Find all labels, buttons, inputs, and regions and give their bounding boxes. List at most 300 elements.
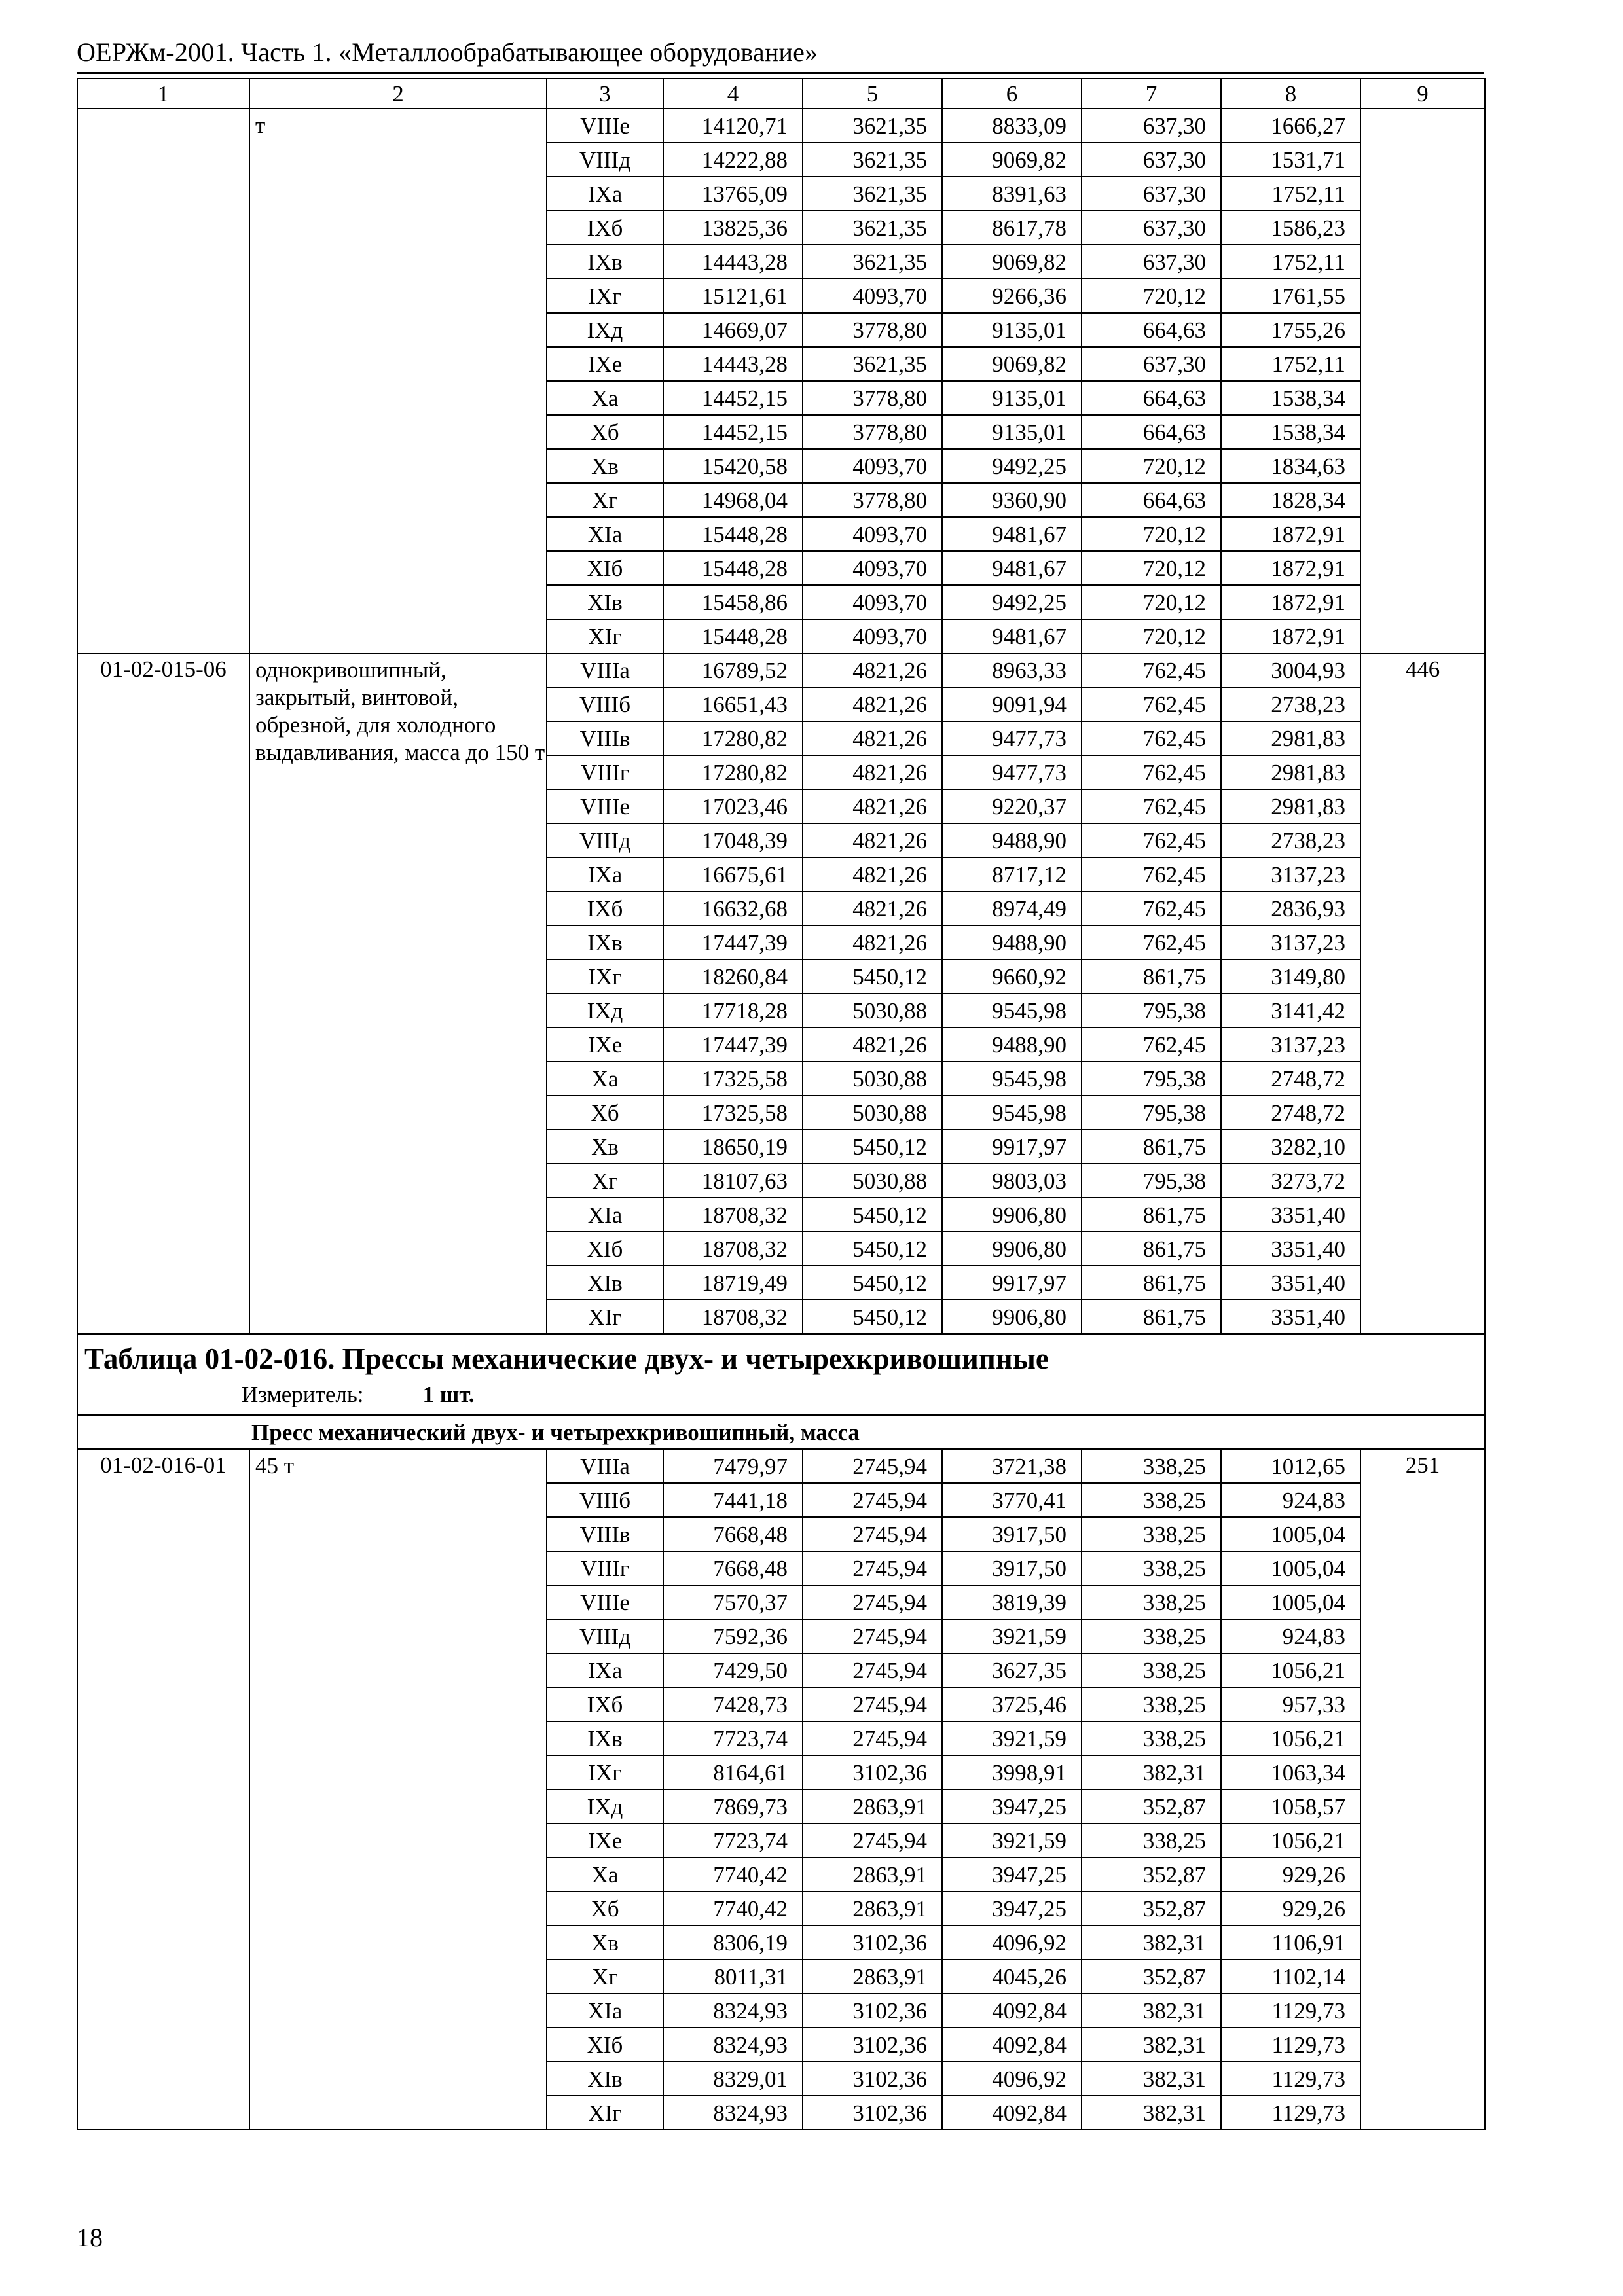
value-cell: 7429,50 bbox=[663, 1653, 803, 1687]
value-cell: 382,31 bbox=[1082, 1926, 1221, 1960]
zone-cell: XIб bbox=[547, 551, 663, 585]
value-cell: 8011,31 bbox=[663, 1960, 803, 1994]
value-cell: 3102,36 bbox=[803, 2062, 942, 2096]
value-cell: 8306,19 bbox=[663, 1926, 803, 1960]
zone-cell: IXв bbox=[547, 1721, 663, 1755]
value-cell: 18260,84 bbox=[663, 960, 803, 994]
value-cell: 382,31 bbox=[1082, 1755, 1221, 1789]
value-cell: 5450,12 bbox=[803, 1198, 942, 1232]
zone-cell: Xг bbox=[547, 1960, 663, 1994]
value-cell: 3102,36 bbox=[803, 1926, 942, 1960]
value-cell: 9488,90 bbox=[942, 925, 1082, 960]
value-cell: 4821,26 bbox=[803, 891, 942, 925]
value-cell: 3921,59 bbox=[942, 1823, 1082, 1857]
value-cell: 338,25 bbox=[1082, 1823, 1221, 1857]
zone-cell: Xг bbox=[547, 1164, 663, 1198]
zone-cell: IXа bbox=[547, 1653, 663, 1687]
zone-cell: VIIIе bbox=[547, 1585, 663, 1619]
value-cell: 720,12 bbox=[1082, 279, 1221, 313]
value-cell: 3778,80 bbox=[803, 415, 942, 449]
value-cell: 1872,91 bbox=[1221, 551, 1360, 585]
value-cell: 1005,04 bbox=[1221, 1517, 1360, 1551]
value-cell: 7592,36 bbox=[663, 1619, 803, 1653]
value-cell: 13825,36 bbox=[663, 211, 803, 245]
zone-cell: VIIIб bbox=[547, 687, 663, 721]
value-cell: 2863,91 bbox=[803, 1789, 942, 1823]
value-cell: 1872,91 bbox=[1221, 517, 1360, 551]
zone-cell: XIв bbox=[547, 2062, 663, 2096]
value-cell: 2745,94 bbox=[803, 1449, 942, 1483]
value-cell: 2745,94 bbox=[803, 1687, 942, 1721]
value-cell: 2748,72 bbox=[1221, 1062, 1360, 1096]
value-cell: 861,75 bbox=[1082, 1300, 1221, 1334]
value-cell: 637,30 bbox=[1082, 177, 1221, 211]
value-cell: 15121,61 bbox=[663, 279, 803, 313]
value-cell: 8391,63 bbox=[942, 177, 1082, 211]
value-cell: 9481,67 bbox=[942, 551, 1082, 585]
value-cell: 9360,90 bbox=[942, 483, 1082, 517]
value-cell: 14443,28 bbox=[663, 245, 803, 279]
value-cell: 924,83 bbox=[1221, 1483, 1360, 1517]
zone-cell: IXд bbox=[547, 994, 663, 1028]
value-cell: 382,31 bbox=[1082, 2096, 1221, 2130]
value-cell: 1056,21 bbox=[1221, 1721, 1360, 1755]
value-cell: 9135,01 bbox=[942, 313, 1082, 347]
value-cell: 9545,98 bbox=[942, 1096, 1082, 1130]
value-cell: 861,75 bbox=[1082, 1198, 1221, 1232]
table-row bbox=[77, 109, 1485, 143]
value-cell: 14669,07 bbox=[663, 313, 803, 347]
value-cell: 5450,12 bbox=[803, 1130, 942, 1164]
value-cell: 5030,88 bbox=[803, 1096, 942, 1130]
value-cell: 2745,94 bbox=[803, 1585, 942, 1619]
value-cell: 9917,97 bbox=[942, 1266, 1082, 1300]
value-cell: 3273,72 bbox=[1221, 1164, 1360, 1198]
value-cell: 3921,59 bbox=[942, 1721, 1082, 1755]
value-cell: 4093,70 bbox=[803, 449, 942, 483]
value-cell: 1005,04 bbox=[1221, 1585, 1360, 1619]
value-cell: 3282,10 bbox=[1221, 1130, 1360, 1164]
zone-cell: Xв bbox=[547, 1130, 663, 1164]
value-cell: 7723,74 bbox=[663, 1721, 803, 1755]
value-cell: 338,25 bbox=[1082, 1551, 1221, 1585]
value-cell: 720,12 bbox=[1082, 551, 1221, 585]
value-cell: 15458,86 bbox=[663, 585, 803, 619]
value-cell: 7740,42 bbox=[663, 1857, 803, 1892]
value-cell: 3137,23 bbox=[1221, 1028, 1360, 1062]
column-number: 8 bbox=[1221, 79, 1360, 109]
value-cell: 1531,71 bbox=[1221, 143, 1360, 177]
value-cell: 338,25 bbox=[1082, 1449, 1221, 1483]
zone-cell: IXг bbox=[547, 1755, 663, 1789]
value-cell: 3947,25 bbox=[942, 1857, 1082, 1892]
value-cell: 795,38 bbox=[1082, 1164, 1221, 1198]
value-cell: 1872,91 bbox=[1221, 619, 1360, 653]
value-cell: 17447,39 bbox=[663, 1028, 803, 1062]
value-cell: 352,87 bbox=[1082, 1960, 1221, 1994]
value-cell: 9917,97 bbox=[942, 1130, 1082, 1164]
value-cell: 338,25 bbox=[1082, 1517, 1221, 1551]
price-table bbox=[77, 78, 1486, 2130]
value-cell: 4093,70 bbox=[803, 619, 942, 653]
value-cell: 9803,03 bbox=[942, 1164, 1082, 1198]
column-9-value: 446 bbox=[1360, 653, 1485, 1334]
value-cell: 1586,23 bbox=[1221, 211, 1360, 245]
value-cell: 4092,84 bbox=[942, 1994, 1082, 2028]
value-cell: 3947,25 bbox=[942, 1789, 1082, 1823]
value-cell: 17048,39 bbox=[663, 823, 803, 857]
value-cell: 4092,84 bbox=[942, 2028, 1082, 2062]
value-cell: 5450,12 bbox=[803, 1232, 942, 1266]
value-cell: 8164,61 bbox=[663, 1755, 803, 1789]
value-cell: 3778,80 bbox=[803, 313, 942, 347]
value-cell: 1752,11 bbox=[1221, 177, 1360, 211]
zone-cell: IXд bbox=[547, 1789, 663, 1823]
value-cell: 762,45 bbox=[1082, 653, 1221, 687]
value-cell: 17718,28 bbox=[663, 994, 803, 1028]
value-cell: 4045,26 bbox=[942, 1960, 1082, 1994]
value-cell: 3351,40 bbox=[1221, 1198, 1360, 1232]
value-cell: 3621,35 bbox=[803, 211, 942, 245]
value-cell: 1129,73 bbox=[1221, 2028, 1360, 2062]
value-cell: 3137,23 bbox=[1221, 857, 1360, 891]
value-cell: 2863,91 bbox=[803, 1960, 942, 1994]
column-number: 4 bbox=[663, 79, 803, 109]
value-cell: 14968,04 bbox=[663, 483, 803, 517]
zone-cell: IXа bbox=[547, 857, 663, 891]
value-cell: 2748,72 bbox=[1221, 1096, 1360, 1130]
value-cell: 4096,92 bbox=[942, 1926, 1082, 1960]
value-cell: 338,25 bbox=[1082, 1585, 1221, 1619]
value-cell: 7428,73 bbox=[663, 1687, 803, 1721]
value-cell: 2745,94 bbox=[803, 1721, 942, 1755]
value-cell: 9906,80 bbox=[942, 1232, 1082, 1266]
zone-cell: IXг bbox=[547, 960, 663, 994]
value-cell: 4821,26 bbox=[803, 857, 942, 891]
zone-cell: IXд bbox=[547, 313, 663, 347]
zone-cell: IXв bbox=[547, 925, 663, 960]
zone-cell: XIв bbox=[547, 585, 663, 619]
value-cell: 9481,67 bbox=[942, 619, 1082, 653]
column-number: 5 bbox=[803, 79, 942, 109]
value-cell: 1834,63 bbox=[1221, 449, 1360, 483]
value-cell: 3621,35 bbox=[803, 245, 942, 279]
value-cell: 720,12 bbox=[1082, 517, 1221, 551]
value-cell: 3627,35 bbox=[942, 1653, 1082, 1687]
column-number: 7 bbox=[1082, 79, 1221, 109]
value-cell: 4096,92 bbox=[942, 2062, 1082, 2096]
value-cell: 9545,98 bbox=[942, 1062, 1082, 1096]
zone-cell: VIIIд bbox=[547, 823, 663, 857]
value-cell: 15448,28 bbox=[663, 517, 803, 551]
equipment-description: т bbox=[249, 109, 547, 653]
value-cell: 5030,88 bbox=[803, 1164, 942, 1198]
value-cell: 3351,40 bbox=[1221, 1300, 1360, 1334]
value-cell: 9660,92 bbox=[942, 960, 1082, 994]
value-cell: 762,45 bbox=[1082, 1028, 1221, 1062]
value-cell: 1058,57 bbox=[1221, 1789, 1360, 1823]
value-cell: 1012,65 bbox=[1221, 1449, 1360, 1483]
zone-cell: IXв bbox=[547, 245, 663, 279]
value-cell: 5450,12 bbox=[803, 1300, 942, 1334]
value-cell: 8324,93 bbox=[663, 2096, 803, 2130]
value-cell: 1828,34 bbox=[1221, 483, 1360, 517]
value-cell: 5450,12 bbox=[803, 1266, 942, 1300]
zone-cell: XIг bbox=[547, 619, 663, 653]
subheading: Пресс механический двух- и четырехкривошипный, масса bbox=[77, 1415, 1485, 1449]
value-cell: 3149,80 bbox=[1221, 960, 1360, 994]
value-cell: 3621,35 bbox=[803, 177, 942, 211]
value-cell: 4821,26 bbox=[803, 755, 942, 789]
value-cell: 9069,82 bbox=[942, 347, 1082, 381]
value-cell: 338,25 bbox=[1082, 1483, 1221, 1517]
value-cell: 17325,58 bbox=[663, 1096, 803, 1130]
value-cell: 3770,41 bbox=[942, 1483, 1082, 1517]
value-cell: 4821,26 bbox=[803, 925, 942, 960]
value-cell: 4093,70 bbox=[803, 585, 942, 619]
zone-cell: VIIIд bbox=[547, 143, 663, 177]
value-cell: 9477,73 bbox=[942, 721, 1082, 755]
zone-cell: Xб bbox=[547, 1892, 663, 1926]
value-cell: 18719,49 bbox=[663, 1266, 803, 1300]
value-cell: 3998,91 bbox=[942, 1755, 1082, 1789]
zone-cell: XIг bbox=[547, 1300, 663, 1334]
value-cell: 861,75 bbox=[1082, 960, 1221, 994]
value-cell: 1005,04 bbox=[1221, 1551, 1360, 1585]
value-cell: 2836,93 bbox=[1221, 891, 1360, 925]
column-number: 6 bbox=[942, 79, 1082, 109]
value-cell: 338,25 bbox=[1082, 1721, 1221, 1755]
measure-value: 1 шт. bbox=[422, 1382, 475, 1407]
value-cell: 1102,14 bbox=[1221, 1960, 1360, 1994]
value-cell: 1752,11 bbox=[1221, 245, 1360, 279]
measure-line bbox=[84, 1383, 1484, 1406]
value-cell: 3004,93 bbox=[1221, 653, 1360, 687]
value-cell: 2981,83 bbox=[1221, 721, 1360, 755]
value-cell: 382,31 bbox=[1082, 2062, 1221, 2096]
value-cell: 9266,36 bbox=[942, 279, 1082, 313]
zone-cell: XIа bbox=[547, 517, 663, 551]
position-code: 01-02-015-06 bbox=[77, 653, 249, 1334]
value-cell: 3778,80 bbox=[803, 483, 942, 517]
value-cell: 1752,11 bbox=[1221, 347, 1360, 381]
value-cell: 2981,83 bbox=[1221, 755, 1360, 789]
zone-cell: VIIIв bbox=[547, 721, 663, 755]
value-cell: 16651,43 bbox=[663, 687, 803, 721]
running-header: ОЕРЖм-2001. Часть 1. «Металлообрабатывающее оборудование» bbox=[77, 37, 818, 67]
value-cell: 637,30 bbox=[1082, 109, 1221, 143]
value-cell: 664,63 bbox=[1082, 415, 1221, 449]
zone-cell: Xг bbox=[547, 483, 663, 517]
position-code: 01-02-016-01 bbox=[77, 1449, 249, 2130]
value-cell: 762,45 bbox=[1082, 687, 1221, 721]
value-cell: 16675,61 bbox=[663, 857, 803, 891]
value-cell: 924,83 bbox=[1221, 1619, 1360, 1653]
value-cell: 15448,28 bbox=[663, 551, 803, 585]
value-cell: 2745,94 bbox=[803, 1551, 942, 1585]
value-cell: 382,31 bbox=[1082, 1994, 1221, 2028]
value-cell: 3721,38 bbox=[942, 1449, 1082, 1483]
value-cell: 7479,97 bbox=[663, 1449, 803, 1483]
value-cell: 3921,59 bbox=[942, 1619, 1082, 1653]
value-cell: 1872,91 bbox=[1221, 585, 1360, 619]
value-cell: 17280,82 bbox=[663, 721, 803, 755]
value-cell: 720,12 bbox=[1082, 585, 1221, 619]
value-cell: 762,45 bbox=[1082, 925, 1221, 960]
value-cell: 3102,36 bbox=[803, 2028, 942, 2062]
value-cell: 9492,25 bbox=[942, 449, 1082, 483]
zone-cell: XIб bbox=[547, 1232, 663, 1266]
value-cell: 18107,63 bbox=[663, 1164, 803, 1198]
value-cell: 762,45 bbox=[1082, 891, 1221, 925]
value-cell: 4093,70 bbox=[803, 279, 942, 313]
value-cell: 2745,94 bbox=[803, 1823, 942, 1857]
value-cell: 795,38 bbox=[1082, 994, 1221, 1028]
value-cell: 14452,15 bbox=[663, 415, 803, 449]
value-cell: 762,45 bbox=[1082, 823, 1221, 857]
zone-cell: Xб bbox=[547, 1096, 663, 1130]
value-cell: 2745,94 bbox=[803, 1653, 942, 1687]
zone-cell: Xа bbox=[547, 381, 663, 415]
zone-cell: VIIIд bbox=[547, 1619, 663, 1653]
value-cell: 4821,26 bbox=[803, 653, 942, 687]
value-cell: 3102,36 bbox=[803, 1994, 942, 2028]
zone-cell: Xб bbox=[547, 415, 663, 449]
value-cell: 5030,88 bbox=[803, 994, 942, 1028]
value-cell: 762,45 bbox=[1082, 789, 1221, 823]
value-cell: 18650,19 bbox=[663, 1130, 803, 1164]
zone-cell: VIIIв bbox=[547, 1517, 663, 1551]
value-cell: 2863,91 bbox=[803, 1892, 942, 1926]
position-code bbox=[77, 109, 249, 653]
value-cell: 3778,80 bbox=[803, 381, 942, 415]
zone-cell: VIIIг bbox=[547, 755, 663, 789]
value-cell: 7570,37 bbox=[663, 1585, 803, 1619]
value-cell: 18708,32 bbox=[663, 1300, 803, 1334]
measure-label: Измеритель: bbox=[242, 1382, 364, 1407]
value-cell: 9135,01 bbox=[942, 381, 1082, 415]
value-cell: 15448,28 bbox=[663, 619, 803, 653]
value-cell: 14443,28 bbox=[663, 347, 803, 381]
value-cell: 3917,50 bbox=[942, 1517, 1082, 1551]
zone-cell: VIIIг bbox=[547, 1551, 663, 1585]
zone-cell: IXг bbox=[547, 279, 663, 313]
zone-cell: VIIIа bbox=[547, 653, 663, 687]
value-cell: 861,75 bbox=[1082, 1266, 1221, 1300]
value-cell: 1538,34 bbox=[1221, 415, 1360, 449]
value-cell: 2981,83 bbox=[1221, 789, 1360, 823]
value-cell: 14222,88 bbox=[663, 143, 803, 177]
zone-cell: Xа bbox=[547, 1857, 663, 1892]
value-cell: 8324,93 bbox=[663, 1994, 803, 2028]
value-cell: 9477,73 bbox=[942, 755, 1082, 789]
value-cell: 7668,48 bbox=[663, 1517, 803, 1551]
zone-cell: VIIIе bbox=[547, 789, 663, 823]
value-cell: 352,87 bbox=[1082, 1892, 1221, 1926]
zone-cell: IXб bbox=[547, 211, 663, 245]
value-cell: 9906,80 bbox=[942, 1300, 1082, 1334]
value-cell: 8324,93 bbox=[663, 2028, 803, 2062]
value-cell: 16632,68 bbox=[663, 891, 803, 925]
column-number: 2 bbox=[249, 79, 547, 109]
value-cell: 2738,23 bbox=[1221, 823, 1360, 857]
value-cell: 3351,40 bbox=[1221, 1232, 1360, 1266]
value-cell: 352,87 bbox=[1082, 1789, 1221, 1823]
zone-cell: IXб bbox=[547, 891, 663, 925]
value-cell: 637,30 bbox=[1082, 211, 1221, 245]
value-cell: 3819,39 bbox=[942, 1585, 1082, 1619]
zone-cell: IXе bbox=[547, 1823, 663, 1857]
page-number: 18 bbox=[77, 2223, 103, 2252]
value-cell: 18708,32 bbox=[663, 1232, 803, 1266]
equipment-description: 45 т bbox=[249, 1449, 547, 2130]
zone-cell: IXе bbox=[547, 347, 663, 381]
value-cell: 16789,52 bbox=[663, 653, 803, 687]
table-body bbox=[77, 79, 1485, 2130]
zone-cell: XIа bbox=[547, 1198, 663, 1232]
section-title-cell bbox=[77, 1334, 1485, 1415]
value-cell: 1129,73 bbox=[1221, 1994, 1360, 2028]
value-cell: 3725,46 bbox=[942, 1687, 1082, 1721]
value-cell: 13765,09 bbox=[663, 177, 803, 211]
value-cell: 338,25 bbox=[1082, 1687, 1221, 1721]
value-cell: 795,38 bbox=[1082, 1062, 1221, 1096]
value-cell: 8717,12 bbox=[942, 857, 1082, 891]
value-cell: 4821,26 bbox=[803, 687, 942, 721]
value-cell: 1755,26 bbox=[1221, 313, 1360, 347]
value-cell: 3102,36 bbox=[803, 2096, 942, 2130]
zone-cell: Xа bbox=[547, 1062, 663, 1096]
value-cell: 4092,84 bbox=[942, 2096, 1082, 2130]
value-cell: 3141,42 bbox=[1221, 994, 1360, 1028]
column-9-value bbox=[1360, 109, 1485, 653]
value-cell: 2863,91 bbox=[803, 1857, 942, 1892]
value-cell: 15420,58 bbox=[663, 449, 803, 483]
value-cell: 3621,35 bbox=[803, 143, 942, 177]
section-title-row bbox=[77, 1334, 1485, 1415]
column-number: 9 bbox=[1360, 79, 1485, 109]
value-cell: 9488,90 bbox=[942, 1028, 1082, 1062]
zone-cell: Xв bbox=[547, 1926, 663, 1960]
zone-cell: XIг bbox=[547, 2096, 663, 2130]
value-cell: 4093,70 bbox=[803, 517, 942, 551]
value-cell: 9220,37 bbox=[942, 789, 1082, 823]
equipment-description: однокривошипный, закрытый, винтовой, обрезной, для холодного выдавливания, масса до 150 т bbox=[249, 653, 547, 1334]
value-cell: 2738,23 bbox=[1221, 687, 1360, 721]
value-cell: 2745,94 bbox=[803, 1483, 942, 1517]
value-cell: 18708,32 bbox=[663, 1198, 803, 1232]
value-cell: 1761,55 bbox=[1221, 279, 1360, 313]
value-cell: 3102,36 bbox=[803, 1755, 942, 1789]
value-cell: 762,45 bbox=[1082, 755, 1221, 789]
value-cell: 7740,42 bbox=[663, 1892, 803, 1926]
value-cell: 14452,15 bbox=[663, 381, 803, 415]
value-cell: 1063,34 bbox=[1221, 1755, 1360, 1789]
zone-cell: VIIIа bbox=[547, 1449, 663, 1483]
table-title: Таблица 01-02-016. Прессы механические двух- и четырехкривошипные bbox=[84, 1342, 1049, 1375]
value-cell: 7441,18 bbox=[663, 1483, 803, 1517]
value-cell: 4821,26 bbox=[803, 789, 942, 823]
value-cell: 17023,46 bbox=[663, 789, 803, 823]
value-cell: 762,45 bbox=[1082, 721, 1221, 755]
zone-cell: XIб bbox=[547, 2028, 663, 2062]
value-cell: 861,75 bbox=[1082, 1232, 1221, 1266]
value-cell: 637,30 bbox=[1082, 245, 1221, 279]
value-cell: 8329,01 bbox=[663, 2062, 803, 2096]
column-number: 1 bbox=[77, 79, 249, 109]
value-cell: 338,25 bbox=[1082, 1653, 1221, 1687]
value-cell: 929,26 bbox=[1221, 1857, 1360, 1892]
